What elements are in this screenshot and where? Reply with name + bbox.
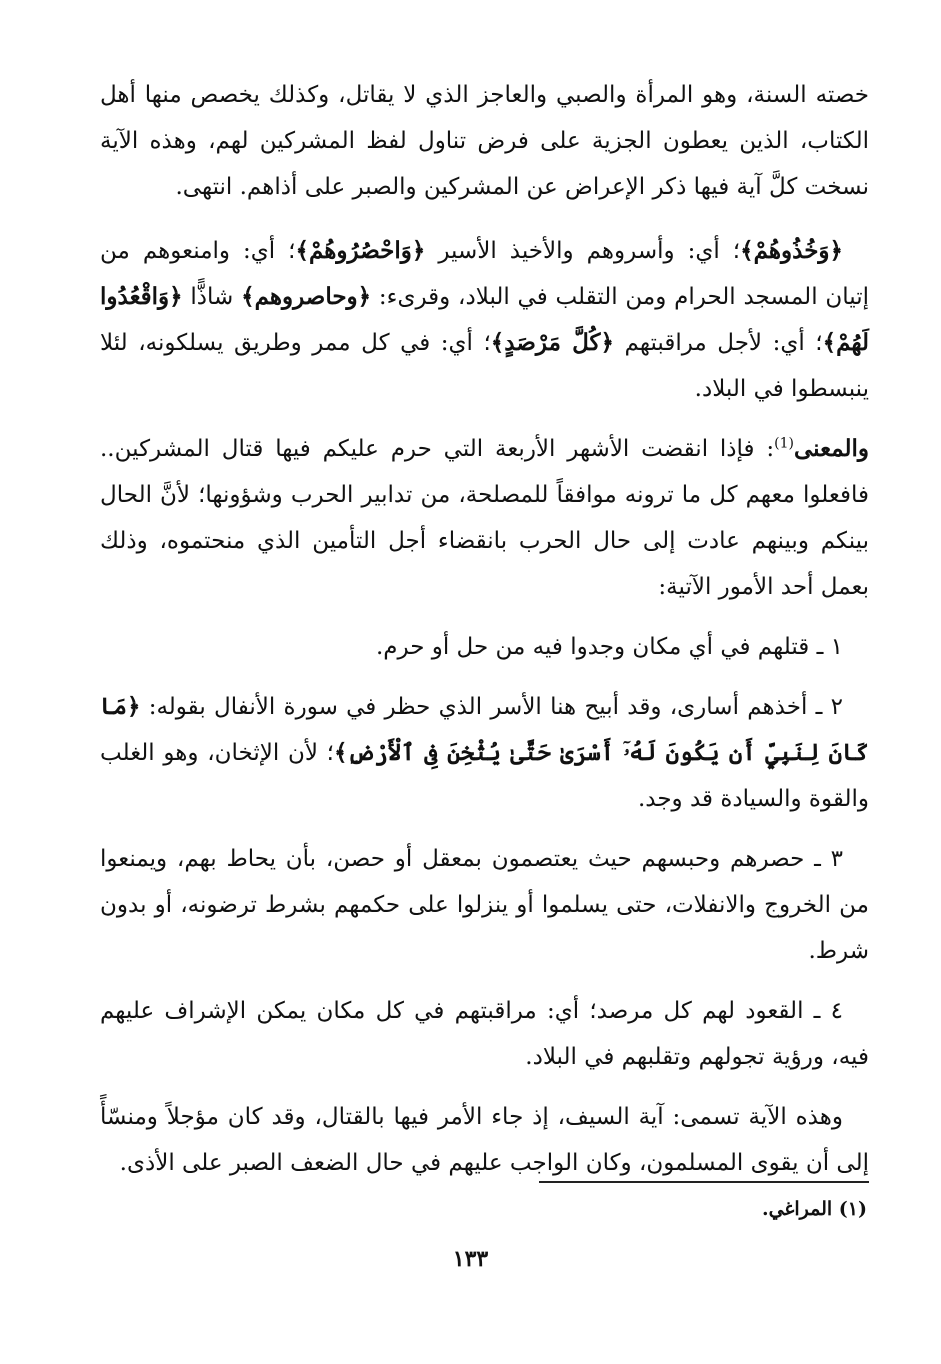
list-item-text: ٢ ـ أخذهم أسارى، وقد أبيح هنا الأسر الذي حظر في سورة الأنفال بقوله: xyxy=(140,694,844,720)
footnote-number: (١) xyxy=(838,1198,867,1220)
quran-quote: ﴿مَا كَانَ لِنَبِيٍّ أَن يَكُونَ لَهُۥٓ أَسْرَىٰ حَتَّىٰ يُثْخِنَ فِى ٱلْأَرْضِ﴾ xyxy=(100,693,870,766)
quran-quote: ﴿وحاصروهم﴾ xyxy=(241,283,372,310)
list-item-2 xyxy=(100,684,869,822)
meaning-heading: والمعنى xyxy=(793,435,869,462)
list-item-text: ؛ لأن الإثخان، وهو الغلب والقوة والسيادة قد وجد. xyxy=(100,740,869,812)
quran-quote: ﴿وَاحْصُرُوهُمْ﴾ xyxy=(295,237,426,264)
list-item-3 xyxy=(100,836,869,974)
paragraph-meaning xyxy=(100,426,869,610)
commentary-text: ؛ أي: في كل ممر وطريق يسلكونه، لئلا ينبسطوا في البلاد. xyxy=(100,330,869,402)
footnote-text: المراغي. xyxy=(761,1198,833,1220)
paragraph-text: وهذه الآية تسمى: آية السيف، إذ جاء الأمر فيها بالقتال، وقد كان مؤجلاً ومنسّأً إلى أن يقوى المسلمون، وكان الواجب عليهم في حال الضعف الصبر على الأذى. xyxy=(100,1104,869,1176)
paragraph-intro xyxy=(100,72,869,210)
footnote-reference[interactable]: (1) xyxy=(774,435,794,452)
commentary-text: شاذًّا xyxy=(182,284,242,310)
paragraph-sword-verse xyxy=(100,1094,869,1186)
commentary-text: ؛ أي: وأسروهم والأخيذ الأسير xyxy=(425,238,741,264)
commentary-text: ؛ أي: وامنعوهم من إتيان المسجد الحرام ومن التقلب في البلاد، وقرىء: xyxy=(100,238,869,310)
list-item-1 xyxy=(100,624,869,670)
list-item-text: ٣ ـ حصرهم وحبسهم حيث يعتصمون بمعقل أو حصن، بأن يحاط بهم، ويمنعوا من الخروج والانفلات، حتى يسلموا أو ينزلوا على حكمهم بشرط ترضونه، أو بدون شرط. xyxy=(100,846,869,964)
meaning-text: : فإذا انقضت الأشهر الأربعة التي حرم عليكم فيها قتال المشركين.. فافعلوا معهم كل ما ترونه موافقاً للمصلحة، من تدابير الحرب وشؤونها؛ لأنَّ الحال بينكم وبينهم عادت إلى حال الحرب بانقضاء أجل التأمين الذي منحتموه، وذلك بعمل أحد الأمور الآتية: xyxy=(100,436,869,600)
list-item-4 xyxy=(100,988,869,1080)
quran-quote: ﴿وَخُذُوهُمْ﴾ xyxy=(740,237,844,264)
page-number: ١٣٣ xyxy=(452,1246,489,1272)
footnote xyxy=(762,1198,867,1220)
footnote-divider xyxy=(539,1181,869,1183)
quran-quote: ﴿وَاقْعُدُوا لَهُمْ﴾ xyxy=(100,283,869,356)
commentary-text: ؛ أي: لأجل مراقبتهم xyxy=(613,330,823,356)
quran-quote: ﴿كُلَّ مَرْصَدٍ﴾ xyxy=(490,329,614,356)
list-item-text: ١ ـ قتلهم في أي مكان وجدوا فيه من حل أو حرم. xyxy=(375,634,843,660)
paragraph-verse-commentary xyxy=(100,228,869,412)
list-item-text: ٤ ـ القعود لهم كل مرصد؛ أي: مراقبتهم في كل مكان يمكن الإشراف عليهم فيه، ورؤية تجولهم وتقلبهم في البلاد. xyxy=(100,998,869,1070)
paragraph-intro-text: خصته السنة، وهو المرأة والصبي والعاجز الذي لا يقاتل، وكذلك يخصص منها أهل الكتاب، الذين يعطون الجزية على فرض تناول لفظ المشركين لهم، وهذه الآية نسخت كلَّ آية فيها ذكر الإعراض عن المشركين والصبر على أذاهم. انتهى. xyxy=(100,82,869,200)
